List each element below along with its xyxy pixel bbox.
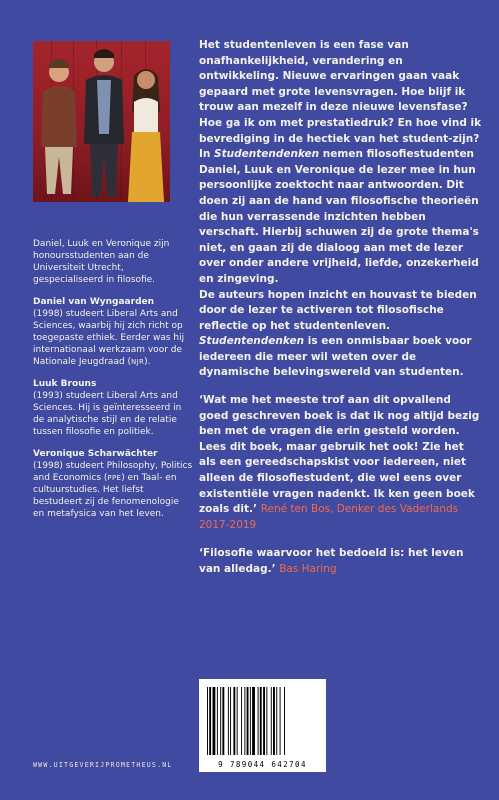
blurb-paragraph-2 [199,147,483,287]
book-title: Studentendenken [199,335,305,348]
review-quote-2 [199,546,483,577]
bio-name: Veronique Scharwächter [33,449,158,459]
bio-tail: ) en Taal- en cultuurstudies. Het liefst bestudeert zij de fenomenologie en metafysica van het leven. [33,473,179,519]
bio-name: Luuk Brouns [33,379,97,389]
blurb [199,38,483,578]
blurb-paragraph-3: De auteurs hopen inzicht en houvast te bieden door de lezer te activeren tot filosofische reflectie op het studentenleven. [199,288,477,332]
abbreviation: NJR [131,358,145,366]
quote-text: ‘Filosofie waarvoor het bedoeld is: het leven van alledag.’ [199,547,464,575]
authors-intro: Daniel, Luuk en Veronique zijn honoursstudenten aan de Universiteit Utrecht, gespecialiseerd in filosofie. [33,239,170,285]
bio-text: (1993) studeert Liberal Arts and Sciences. Hij is geïnteresseerd in de analytische stijl en de relatie tussen filosofie en politiek. [33,391,182,437]
book-title: Studentendenken [214,148,320,161]
text: nemen filosofiestudenten Daniel, Luuk en Veronique de lezer mee in hun persoonlijke zoektocht naar antwoorden. Dit doen zij aan de hand van filosofische theorieën die hun verrassende inzichten hebben verschaft. Hierbij schuwen zij de grote thema's niet, en gaan zij de dialoog aan met de lezer over onder andere vrijheid, liefde, onzekerheid en zingeving. [199,148,479,285]
bio-daniel [33,296,193,368]
blurb-paragraph-1: Het studentenleven is een fase van onafhankelijkheid, verandering en ontwikkeling. Nieuwe ervaringen gaan vaak gepaard met grote levensvragen. Hoe blijf ik trouw aan mezelf in deze nieuwe levensfase? Hoe ga ik om met prestatiedruk? En hoe vind ik bevrediging in de hectiek van het student-zijn? [199,39,482,145]
bio-luuk [33,378,193,438]
publisher-url: WWW.UITGEVERIJPROMETHEUS.NL [33,761,173,769]
isbn-number: 9 789044 642704 [218,760,307,769]
bio-veronique [33,448,193,520]
quote-text: ‘Wat me het meeste trof aan dit opvallend goed geschreven boek is dat ik nog altijd bezig ben met de vragen die erin gesteld worden. Lees dit boek, maar gebruik het ook! Zie het als een gereedschapskist voor iedereen, niet alleen de filosofiestudent, die wel eens over existentiële vragen nadenkt. Ik ken geen boek zoals dit.’ [199,394,480,516]
author-bios [33,238,193,530]
bio-text: (1998) studeert Philosophy, Politics and Economics ( [33,461,193,483]
bio-name: Daniel van Wyngaarden [33,297,155,307]
author-photo [33,41,170,202]
blurb-paragraph-4 [199,334,483,381]
bio-text: (1998) studeert Liberal Arts and Sciences, waarbij hij zich richt op toegepaste ethiek. Eerder was hij internationaal werkzaam voor de Nationale Jeugdraad ( [33,309,185,367]
quote-author: René ten Bos, Denker des Vaderlands 2017-2019 [199,503,459,531]
person-luuk [82,44,126,202]
text: In [199,148,215,161]
review-quote-1 [199,393,483,533]
person-daniel [37,52,81,202]
barcode-bars [199,679,326,759]
bio-tail: ). [144,357,151,367]
abbreviation: PPE [107,474,122,482]
quote-author: Bas Haring [279,563,337,575]
isbn-barcode [199,679,326,772]
text: is een onmisbaar boek voor iedereen die meer wil weten over de dynamische belevingswereld van studenten. [199,335,472,379]
person-veronique [126,62,166,202]
